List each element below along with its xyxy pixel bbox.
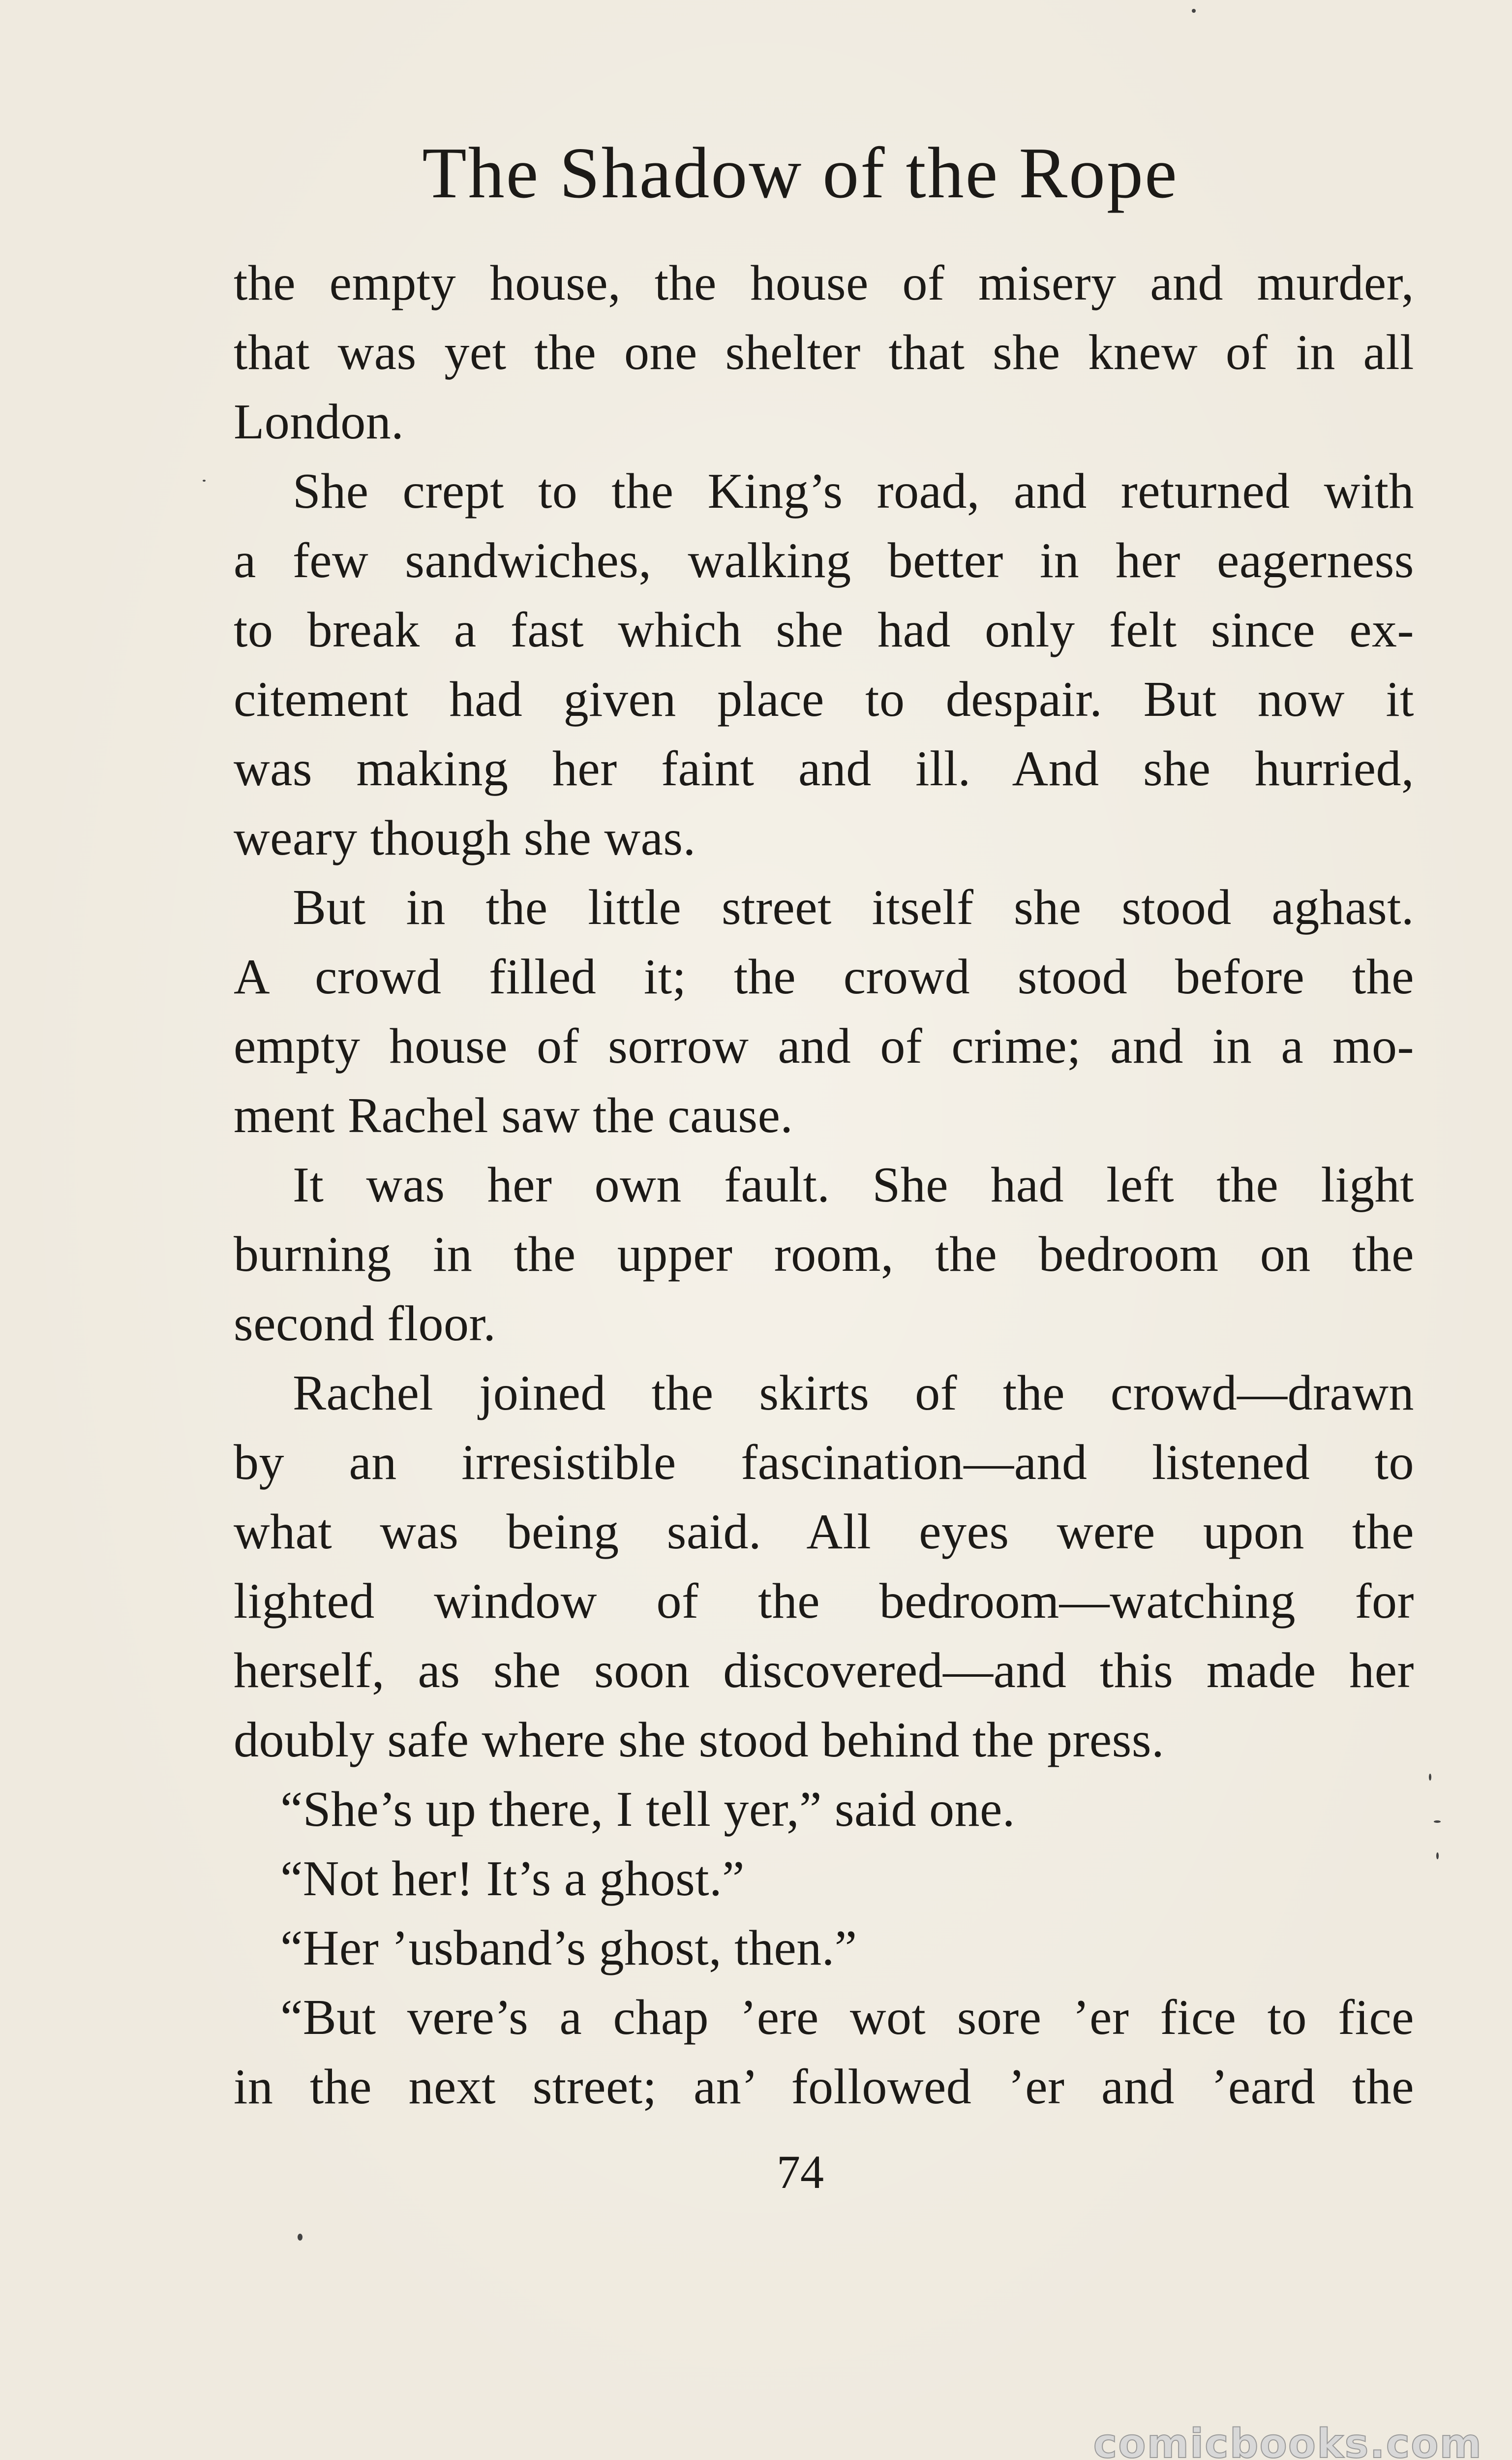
text-line: “But vere’s a chap ’ere wot sore ’er fice to fice [280,1990,1414,2045]
text-line: to break a fast which she had only felt since ex- [234,602,1414,658]
text-line: a few sandwiches, walking better in her eagerness [234,533,1414,588]
text-line: A crowd filled it; the crowd stood before the [234,949,1414,1005]
text-line: weary though she was. [234,810,696,866]
text-line: citement had given place to despair. But now it [234,672,1414,727]
paper-speck [1429,1774,1431,1781]
paper-speck [1434,1820,1441,1823]
paper-speck [1192,9,1196,13]
text-line: “Not her! It’s a ghost.” [280,1851,745,1906]
text-line: “Her ’usband’s ghost, then.” [280,1920,857,1976]
text-line: She crept to the King’s road, and returned with [293,463,1414,519]
running-head-title: The Shadow of the Rope [422,133,1179,214]
text-line: But in the little street itself she stood aghast. [293,880,1414,935]
text-line: lighted window of the bedroom—watching for [234,1573,1414,1629]
paper-speck [298,2234,302,2241]
text-line: by an irresistible fascination—and listened to [234,1435,1414,1490]
text-line: Rachel joined the skirts of the crowd—drawn [293,1365,1414,1421]
text-line: doubly safe where she stood behind the press. [234,1712,1165,1768]
text-line: that was yet the one shelter that she knew of in all [234,325,1414,380]
text-line: “She’s up there, I tell yer,” said one. [280,1782,1015,1837]
text-line: in the next street; an’ followed ’er and ’eard the [234,2059,1414,2115]
body-text [234,248,1414,2122]
text-line: burning in the upper room, the bedroom on the [234,1227,1414,1282]
paper-speck [203,480,206,482]
text-line: It was her own fault. She had left the light [293,1157,1414,1213]
watermark-logo: comicbooks.com [1093,2421,1482,2460]
text-line: what was being said. All eyes were upon the [234,1504,1414,1560]
text-line: London. [234,394,404,450]
text-line: empty house of sorrow and of crime; and in a mo- [234,1018,1414,1074]
page-number: 74 [777,2146,824,2198]
text-line: ment Rachel saw the cause. [234,1088,793,1143]
paper-speck [1436,1852,1439,1859]
text-line: herself, as she soon discovered—and this made her [234,1643,1414,1698]
text-line: the empty house, the house of misery and murder, [234,255,1414,311]
text-line: second floor. [234,1296,496,1352]
text-line: was making her faint and ill. And she hurried, [234,741,1414,797]
